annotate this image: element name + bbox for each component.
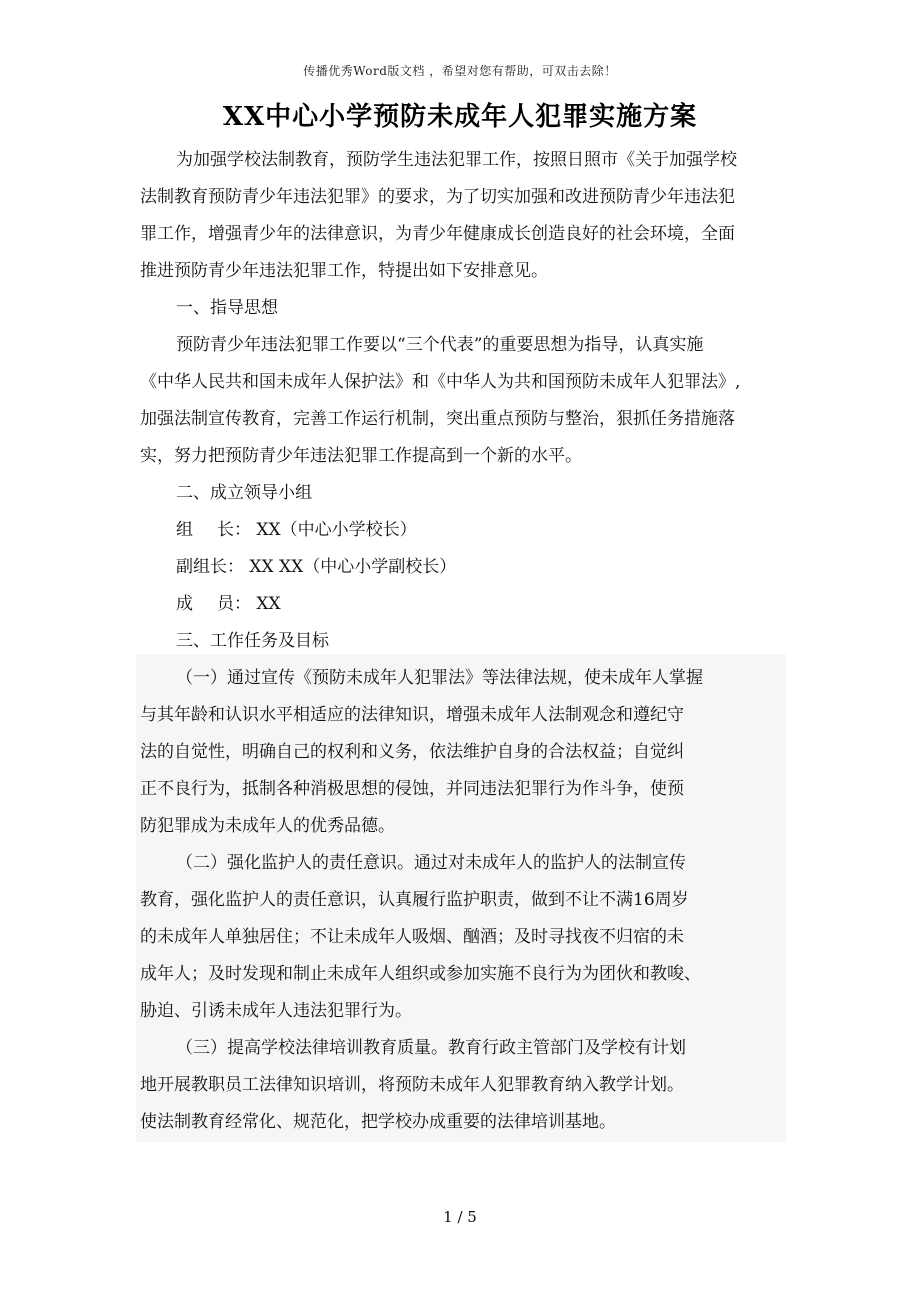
- paragraph-line: 正不良行为，抵制各种消极思想的侵蚀，并同违法犯罪行为作斗争，使预: [140, 779, 684, 799]
- paragraph-line: 与其年龄和认识水平相适应的法律知识，增强未成年人法制观念和遵纪守: [140, 705, 684, 725]
- intro-paragraph: [140, 142, 782, 290]
- document-body: [140, 142, 782, 1141]
- paragraph-line: 法的自觉性，明确自己的权利和义务，依法维护自身的合法权益；自觉纠: [140, 742, 684, 762]
- deputy-label: 副组长：: [176, 557, 244, 577]
- deputy-value: XX XX（中心小学副校长）: [249, 557, 457, 577]
- leader-row: [140, 512, 782, 549]
- task-item-3: [140, 1030, 782, 1141]
- paragraph-line: 使法制教育经常化、规范化，把学校办成重要的法律培训基地。: [140, 1112, 616, 1132]
- paragraph-line: 加强法制宣传教育，完善工作运行机制，突出重点预防与整治，狠抓任务措施落: [140, 409, 735, 429]
- paragraph-line: 成年人；及时发现和制止未成年人组织或参加实施不良行为为团伙和教唆、: [140, 964, 701, 984]
- page-number: 1 / 5: [443, 1208, 477, 1226]
- member-value: XX: [256, 594, 281, 614]
- header-note: 传播优秀Word版文档 ，希望对您有帮助，可双击去除！: [303, 64, 617, 78]
- section-heading-leadership-group: 二、成立领导小组: [176, 483, 312, 503]
- document-title: XX中心小学预防未成年人犯罪实施方案: [222, 102, 698, 132]
- paragraph-line: 教育，强化监护人的责任意识，认真履行监护职责，做到不让不满16周岁: [140, 890, 689, 910]
- member-row: [140, 586, 782, 623]
- member-label-b: 员：: [217, 594, 251, 614]
- section-heading-guiding-ideology: 一、指导思想: [176, 298, 278, 318]
- member-label-a: 成: [176, 594, 193, 614]
- leader-label-b: 长：: [217, 520, 251, 540]
- paragraph-line: 胁迫、引诱未成年人违法犯罪行为。: [140, 1001, 412, 1021]
- paragraph-line: 实，努力把预防青少年违法犯罪工作提高到一个新的水平。: [140, 446, 582, 466]
- section-heading-tasks-goals: 三、工作任务及目标: [176, 631, 329, 651]
- paragraph-line: 法制教育预防青少年违法犯罪》的要求，为了切实加强和改进预防青少年违法犯: [140, 187, 735, 207]
- paragraph-line: 为加强学校法制教育，预防学生违法犯罪工作，按照日照市《关于加强学校: [176, 150, 737, 170]
- guiding-ideology-paragraph: [140, 327, 782, 475]
- leader-label-a: 组: [176, 520, 193, 540]
- paragraph-line: （一）通过宣传《预防未成年人犯罪法》等法律法规，使未成年人掌握: [176, 668, 703, 688]
- paragraph-line: 防犯罪成为未成年人的优秀品德。: [140, 816, 395, 836]
- paragraph-line: （二）强化监护人的责任意识。通过对未成年人的监护人的法制宣传: [176, 853, 686, 873]
- paragraph-line: 罪工作，增强青少年的法律意识，为青少年健康成长创造良好的社会环境，全面: [140, 224, 735, 244]
- task-item-2: [140, 845, 782, 1030]
- paragraph-line: 推进预防青少年违法犯罪工作，特提出如下安排意见。: [140, 261, 548, 281]
- paragraph-line: 的未成年人单独居住；不让未成年人吸烟、酗酒；及时寻找夜不归宿的未: [140, 927, 684, 947]
- paragraph-line: 《中华人民共和国未成年人保护法》和《中华人为共和国预防未成年人犯罪法》,: [140, 372, 741, 392]
- paragraph-line: （三）提高学校法律培训教育质量。教育行政主管部门及学校有计划: [176, 1038, 686, 1058]
- leader-value: XX（中心小学校长）: [256, 520, 417, 540]
- deputy-leader-row: [140, 549, 782, 586]
- task-item-1: [140, 660, 782, 845]
- paragraph-line: 预防青少年违法犯罪工作要以“三个代表”的重要思想为指导，认真实施: [176, 335, 704, 355]
- paragraph-line: 地开展教职员工法律知识培训，将预防未成年人犯罪教育纳入教学计划。: [140, 1075, 684, 1095]
